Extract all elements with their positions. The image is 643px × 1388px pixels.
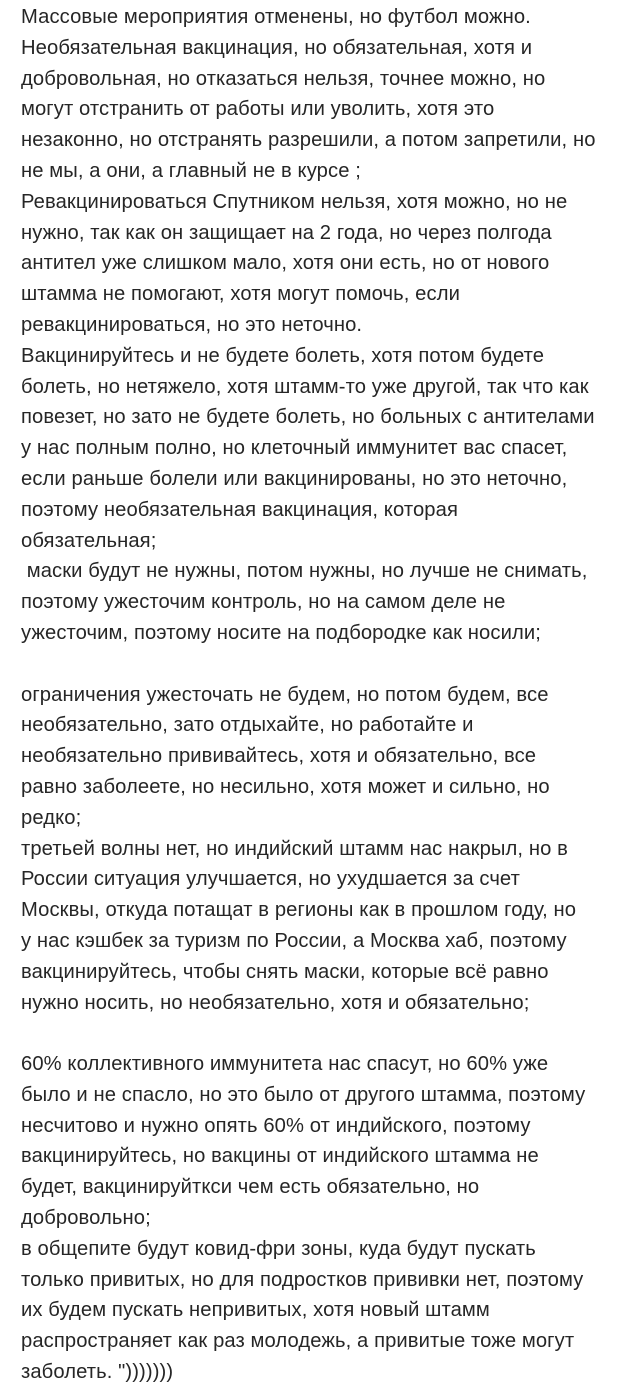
- text-line: обязательная;: [21, 529, 157, 552]
- text-line: нужно носить, но необязательно, хотя и обязательно;: [21, 991, 530, 1014]
- text-line: в общепите будут ковид-фри зоны, куда будут пускать: [21, 1237, 536, 1260]
- text-line: могут отстранить от работы или уволить, хотя это: [21, 98, 495, 121]
- paragraph-gap: [21, 1018, 631, 1049]
- text-line: добровольная, но отказаться нельзя, точнее можно, но: [21, 67, 546, 90]
- text-line: добровольно;: [21, 1207, 151, 1230]
- text-line: штамма не помогают, хотя могут помочь, если: [21, 283, 460, 306]
- text-line: необязательно, зато отдыхайте, но работайте и: [21, 714, 474, 737]
- text-line: повезет, но зато не будете болеть, но больных с антителами: [21, 406, 595, 429]
- text-line: вакцинируйтесь, но вакцины от индийского штамма не: [21, 1145, 539, 1168]
- text-line: равно заболеете, но несильно, хотя может и сильно, но: [21, 775, 550, 798]
- text-line: вакцинируйтесь, чтобы снять маски, которые всё равно: [21, 960, 549, 983]
- text-line: ограничения ужесточать не будем, но потом будем, все: [21, 683, 549, 706]
- text-line: если раньше болели или вакцинированы, но это неточно,: [21, 467, 568, 490]
- text-line: Ревакцинироваться Спутником нельзя, хотя можно, но не: [21, 190, 568, 213]
- text-line: их будем пускать непривитых, хотя новый штамм: [21, 1299, 490, 1322]
- text-line: болеть, но нетяжело, хотя штамм-то уже другой, так что как: [21, 375, 589, 398]
- paragraph-gap: [21, 649, 631, 680]
- text-line: поэтому необязательная вакцинация, которая: [21, 498, 458, 521]
- text-line: у нас полным полно, но клеточный иммунитет вас спасет,: [21, 437, 568, 460]
- text-line: редко;: [21, 806, 82, 829]
- text-line: несчитово и нужно опять 60% от индийского, поэтому: [21, 1114, 531, 1137]
- text-line: нужно, так как он защищает на 2 года, но через полгода: [21, 221, 552, 244]
- text-line: антител уже слишком мало, хотя они есть, но от нового: [21, 252, 550, 275]
- text-line: 60% коллективного иммунитета нас спасут, но 60% уже: [21, 1053, 549, 1076]
- text-line: Необязательная вакцинация, но обязательная, хотя и: [21, 36, 533, 59]
- text-line: распространяет как раз молодежь, а привитые тоже могут: [21, 1330, 575, 1353]
- text-line: ужесточим, поэтому носите на подбородке как носили;: [21, 621, 541, 644]
- text-line: только привитых, но для подростков прививки нет, поэтому: [21, 1268, 584, 1291]
- text-line: необязательно прививайтесь, хотя и обязательно, все: [21, 745, 537, 768]
- text-line: заболеть. "))))))): [21, 1361, 174, 1384]
- text-line: будет, вакцинируйткси чем есть обязательно, но: [21, 1176, 480, 1199]
- text-line: ревакцинироваться, но это неточно.: [21, 313, 363, 336]
- text-line: Вакцинируйтесь и не будете болеть, хотя потом будете: [21, 344, 545, 367]
- text-line: России ситуация улучшается, но ухудшается за счет: [21, 868, 520, 891]
- text-line: у нас кэшбек за туризм по России, а Москва хаб, поэтому: [21, 929, 567, 952]
- text-line: незаконно, но отстранять разрешили, а потом запретили, но: [21, 129, 596, 152]
- text-line: не мы, а они, а главный не в курсе ;: [21, 159, 361, 182]
- text-line: было и не спасло, но это было от другого штамма, поэтому: [21, 1083, 586, 1106]
- text-line: маски будут не нужны, потом нужны, но лучше не снимать,: [21, 560, 588, 583]
- text-line: Массовые мероприятия отменены, но футбол можно.: [21, 6, 531, 28]
- text-line: третьей волны нет, но индийский штамм нас накрыл, но в: [21, 837, 568, 860]
- text-line: поэтому ужесточим контроль, но на самом деле не: [21, 591, 506, 614]
- post-text: [21, 2, 631, 1388]
- text-line: Москвы, откуда потащат в регионы как в прошлом году, но: [21, 899, 577, 922]
